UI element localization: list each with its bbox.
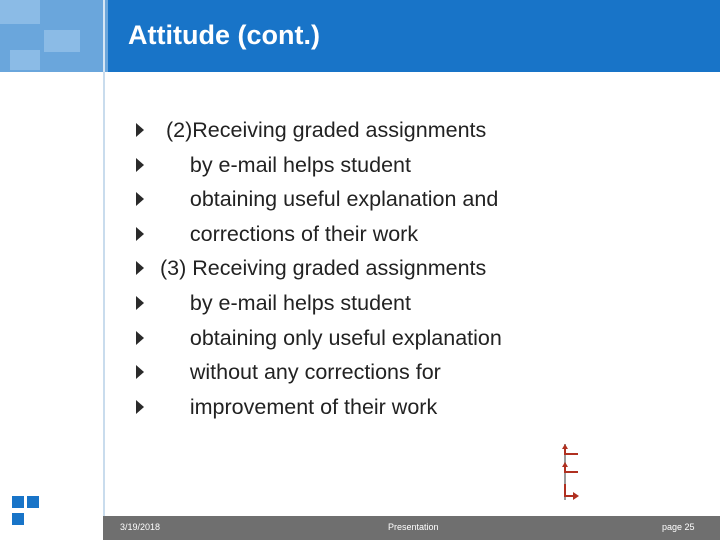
header-divider [103,0,105,72]
bullet-text: (3) Receiving graded assignments [160,256,487,281]
nav-prev-icon[interactable] [562,462,578,472]
bullet-item [136,152,696,187]
slide-header [0,0,720,72]
bullet-item [136,290,696,325]
nav-next-icon[interactable] [565,484,579,500]
left-divider [103,72,105,517]
bullet-text: corrections of their work [160,221,419,246]
bullet-item [136,255,696,290]
bullet-item [136,221,696,256]
slide-title: Attitude (cont.) [128,20,320,50]
bullet-item [136,186,696,221]
footer-title: Presentation [388,522,439,532]
bullet-item [136,325,696,360]
bullet-arrow-icon [136,192,144,206]
bullet-text: by e-mail helps student [160,152,411,177]
bullet-arrow-icon [136,296,144,310]
footer-date: 3/19/2018 [120,522,161,532]
bullet-arrow-icon [136,365,144,379]
bullet-item [136,117,696,152]
bullet-text: improvement of their work [160,394,438,419]
bullet-arrow-icon [136,227,144,241]
bullet-text: by e-mail helps student [160,290,411,315]
bullet-arrow-icon [136,123,144,137]
bullet-arrow-icon [136,331,144,345]
bullet-text: (2)Receiving graded assignments [160,118,487,142]
bullet-item [136,359,696,394]
bullet-text: without any corrections for [160,360,441,385]
slide-nav-controls [560,440,584,504]
nav-first-icon[interactable] [562,444,578,454]
footer-page-number: page 25 [662,522,695,532]
header-pattern [0,0,108,72]
bullet-item [136,394,696,429]
bullet-text: obtaining only useful explanation [160,325,502,350]
bullet-arrow-icon [136,158,144,172]
bullet-text: obtaining useful explanation and [160,187,499,212]
slide-footer [0,516,720,540]
bullet-arrow-icon [136,400,144,414]
bullet-list [136,117,696,428]
bullet-arrow-icon [136,261,144,275]
